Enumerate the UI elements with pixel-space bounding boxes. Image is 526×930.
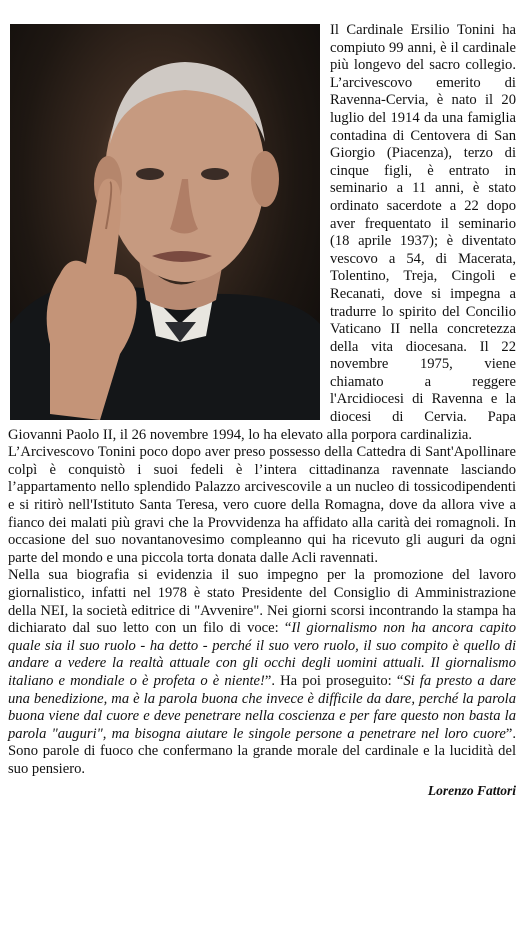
portrait-photo-icon bbox=[10, 24, 320, 420]
quote-blessing: Si fa presto a dare una benedizione, ma è la parola buona che invece è difficile da dare, perché la parola buona viene dal cuore e deve penetrare nella coscienza e per fare questo non basta la parola "auguri", ma bisogna aiutare le singole persone a penetrare nel loro cuore bbox=[8, 672, 516, 742]
paragraph-3-text-a: Nella sua biografia si evidenzia il suo impegno per la promozione del lavoro giornalistico, infatti nel 1978 è stato Presidente del Consiglio di Amministrazione della NEI, la società editrice di "Avvenire". Nei giorni scorsi incontrando la stampa ha dichiarato dal suo letto con un filo di voce: “ bbox=[8, 567, 516, 637]
author-signature: Lorenzo Fattori bbox=[427, 782, 516, 798]
article bbox=[8, 22, 516, 799]
portrait-photo bbox=[10, 24, 320, 420]
paragraph-3-text-b: ”. Ha poi proseguito: “ bbox=[264, 672, 404, 689]
quote-journalism: Il giornalismo non ha ancora capito quale sia il suo ruolo - ha detto - perché il suo vero ruolo, il suo compito è quello di andare a vedere la realtà attuale con gli occhi degli uomini attuali. Il giornalismo italiano e mondiale o è profeta o è niente! bbox=[8, 620, 516, 689]
paragraph-2: L’Arcivescovo Tonini poco dopo aver preso possesso della Cattedra di Sant'Apollinare colpì è conquistò i suoi fedeli è l’intera cittadinanza ravennate lasciando l’appartamento nello splendido Palazzo arcivescovile a un nucleo di tossicodipendenti e si ritirò nell'Istituto Santa Teresa, vero cuore della Romagna, dove da allora vive a fianco dei malati più gravi che la Provvidenza ha affidato alla carità dei romagnoli. In occasione del suo novantanovesimo compleanno qui ha ricevuto gli auguri da ogni parte del mondo e una piccola torta donata dalle Acli ravennati. bbox=[8, 444, 516, 566]
paragraph-1: Il Cardinale Ersilio Tonini ha compiuto 99 anni, è il cardinale più longevo del sacro collegio. L’arcivescovo emerito di Ravenna-Cervia, è nato il 20 luglio del 1914 da una famiglia contadina di Centovera di San Giorgio (Piacenza), terzo di cinque figli, è entrato in seminario a 11 anni, è stato ordinato sacerdote a 22 dopo aver frequentato il seminario (18 aprile 1937); è diventato vescovo a 54, di Macerata, Tolentino, Treja, Cingoli e Recanati, dove si impegna a tradurre lo spirito del Concilio Vaticano II nella concretezza della vita diocesana. Il 22 novembre 1975, viene chiamato a reggere l'Arcidiocesi di Ravenna e la diocesi di Cervia. Papa Giovanni Paolo II, il 26 novembre 1994, lo ha elevato alla porpora cardinalizia. bbox=[8, 22, 516, 443]
paragraph-3-text-c: ”. Sono parole di fuoco che confermano la grande morale del cardinale e la lucidità del suo pensiero. bbox=[8, 725, 516, 777]
paragraph-3 bbox=[8, 567, 516, 778]
